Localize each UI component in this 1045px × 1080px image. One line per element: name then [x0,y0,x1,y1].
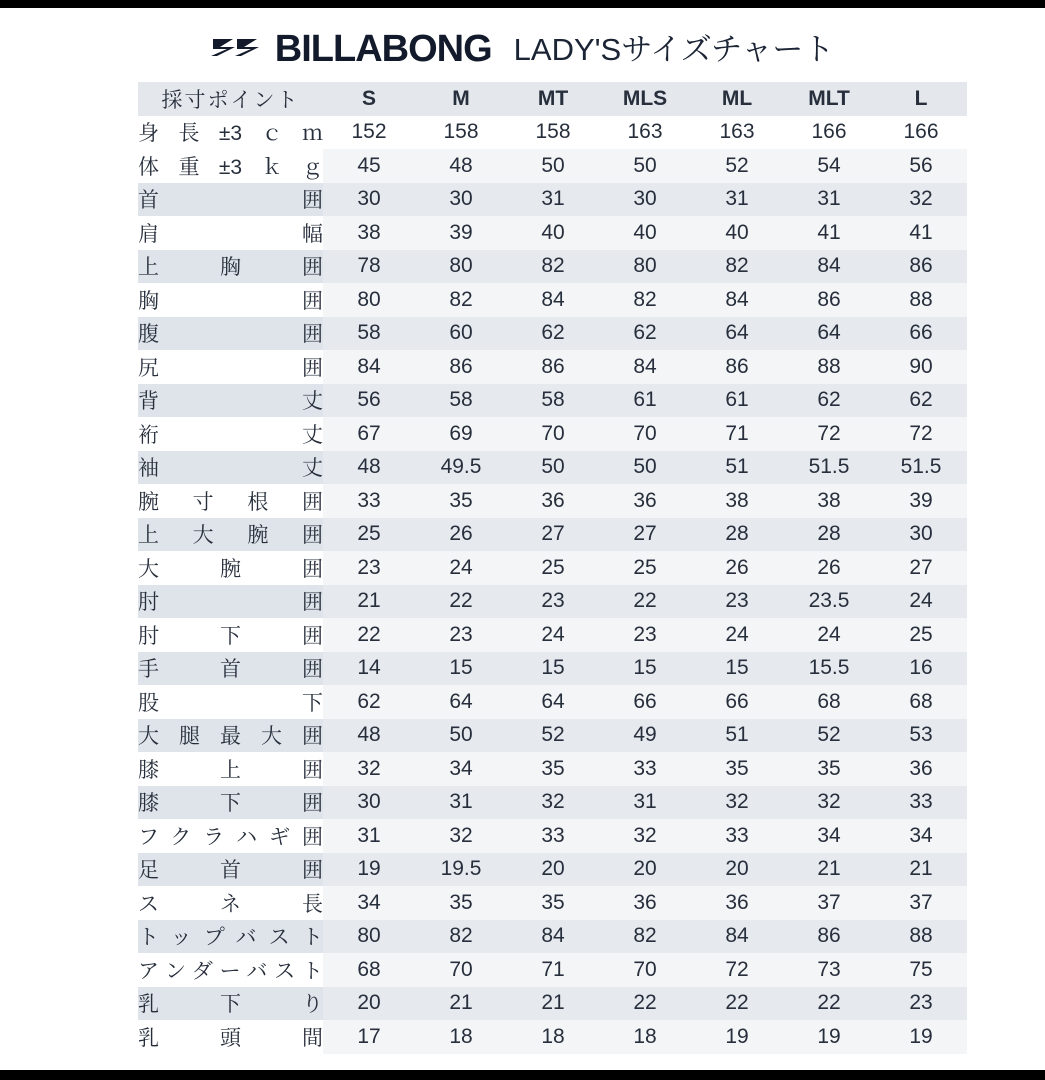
measurement-cell: 88 [875,920,967,954]
measurement-cell: 33 [691,819,783,853]
measurement-cell: 20 [691,853,783,887]
measurement-cell: 48 [323,451,415,485]
measurement-cell: 33 [599,752,691,786]
measurement-cell: 21 [875,853,967,887]
measurement-cell: 21 [415,987,507,1021]
measurement-cell: 68 [783,685,875,719]
measurement-cell: 61 [691,384,783,418]
measurement-cell: 33 [875,786,967,820]
column-header-size: ML [691,82,783,116]
measurement-cell: 62 [599,317,691,351]
row-label: 胸囲 [138,283,323,317]
measurement-cell: 18 [599,1020,691,1054]
size-chart-page [0,8,1045,1070]
measurement-cell: 166 [783,116,875,150]
column-header-size: MLS [599,82,691,116]
measurement-cell: 38 [783,484,875,518]
measurement-cell: 22 [599,585,691,619]
measurement-cell: 24 [507,618,599,652]
measurement-cell: 51.5 [783,451,875,485]
measurement-cell: 84 [783,250,875,284]
measurement-cell: 31 [507,183,599,217]
row-label: 大腕囲 [138,551,323,585]
table-row [138,652,967,686]
measurement-cell: 70 [415,953,507,987]
measurement-cell: 30 [415,183,507,217]
measurement-cell: 40 [599,216,691,250]
measurement-cell: 35 [783,752,875,786]
measurement-cell: 82 [415,283,507,317]
measurement-cell: 31 [691,183,783,217]
measurement-cell: 32 [691,786,783,820]
table-row [138,585,967,619]
row-label: 腕寸根囲 [138,484,323,518]
measurement-cell: 66 [875,317,967,351]
measurement-cell: 84 [507,283,599,317]
measurement-cell: 21 [323,585,415,619]
table-row [138,518,967,552]
measurement-cell: 23 [507,585,599,619]
measurement-cell: 86 [415,350,507,384]
measurement-cell: 19 [783,1020,875,1054]
row-label: 背丈 [138,384,323,418]
measurement-cell: 58 [507,384,599,418]
table-row [138,484,967,518]
measurement-cell: 34 [783,819,875,853]
measurement-cell: 20 [599,853,691,887]
measurement-cell: 64 [507,685,599,719]
table-row [138,417,967,451]
measurement-cell: 80 [323,283,415,317]
row-label: 上胸囲 [138,250,323,284]
measurement-cell: 39 [875,484,967,518]
measurement-cell: 51 [691,719,783,753]
measurement-cell: 31 [599,786,691,820]
measurement-cell: 50 [507,451,599,485]
measurement-cell: 31 [783,183,875,217]
table-row [138,216,967,250]
measurement-cell: 36 [599,886,691,920]
measurement-cell: 69 [415,417,507,451]
row-label: 手首囲 [138,652,323,686]
measurement-cell: 82 [691,250,783,284]
measurement-cell: 23 [323,551,415,585]
measurement-cell: 18 [415,1020,507,1054]
measurement-cell: 35 [415,886,507,920]
measurement-cell: 26 [783,551,875,585]
table-body [138,116,967,1054]
measurement-cell: 84 [323,350,415,384]
size-chart-table [138,82,967,1054]
measurement-cell: 15 [599,652,691,686]
measurement-cell: 62 [783,384,875,418]
billabong-wave-logo-icon [211,30,265,69]
measurement-cell: 70 [599,417,691,451]
measurement-cell: 58 [415,384,507,418]
measurement-cell: 53 [875,719,967,753]
measurement-cell: 15 [691,652,783,686]
measurement-cell: 20 [323,987,415,1021]
measurement-cell: 23 [875,987,967,1021]
row-label: アンダーバスト [138,953,323,987]
measurement-cell: 35 [691,752,783,786]
measurement-cell: 54 [783,149,875,183]
brand-name: BILLABONG [274,28,492,70]
table-row [138,853,967,887]
measurement-cell: 52 [783,719,875,753]
measurement-cell: 82 [507,250,599,284]
measurement-cell: 45 [323,149,415,183]
measurement-cell: 36 [875,752,967,786]
table-row [138,920,967,954]
row-label: 首囲 [138,183,323,217]
table-row [138,283,967,317]
row-label: 肩幅 [138,216,323,250]
table-row [138,886,967,920]
measurement-cell: 58 [323,317,415,351]
chart-header [0,8,1045,76]
row-label: 肘囲 [138,585,323,619]
measurement-cell: 23 [691,585,783,619]
measurement-cell: 40 [691,216,783,250]
measurement-cell: 39 [415,216,507,250]
measurement-cell: 21 [783,853,875,887]
row-label: 肘下囲 [138,618,323,652]
table-row [138,350,967,384]
table-row [138,250,967,284]
measurement-cell: 19 [691,1020,783,1054]
table-row [138,752,967,786]
measurement-cell: 37 [783,886,875,920]
table-head [138,82,967,116]
table-row [138,819,967,853]
measurement-cell: 70 [599,953,691,987]
measurement-cell: 64 [415,685,507,719]
measurement-cell: 30 [599,183,691,217]
row-label: 身長±3ｃｍ [138,116,323,150]
table-row [138,551,967,585]
measurement-cell: 70 [507,417,599,451]
measurement-cell: 25 [599,551,691,585]
measurement-cell: 22 [599,987,691,1021]
measurement-cell: 71 [507,953,599,987]
measurement-cell: 36 [691,886,783,920]
measurement-cell: 14 [323,652,415,686]
measurement-cell: 166 [875,116,967,150]
row-label: 袖丈 [138,451,323,485]
measurement-cell: 35 [415,484,507,518]
measurement-cell: 41 [783,216,875,250]
measurement-cell: 36 [507,484,599,518]
measurement-cell: 18 [507,1020,599,1054]
measurement-cell: 35 [507,886,599,920]
measurement-cell: 15.5 [783,652,875,686]
measurement-cell: 49.5 [415,451,507,485]
page-title: LADY'Sサイズチャート [513,31,835,67]
row-label: スネ長 [138,886,323,920]
table-row [138,719,967,753]
measurement-cell: 72 [691,953,783,987]
row-label: 裄丈 [138,417,323,451]
row-label: 股下 [138,685,323,719]
measurement-cell: 32 [415,819,507,853]
measurement-cell: 32 [875,183,967,217]
measurement-cell: 16 [875,652,967,686]
measurement-cell: 86 [875,250,967,284]
row-label: トップバスト [138,920,323,954]
measurement-cell: 17 [323,1020,415,1054]
measurement-cell: 56 [875,149,967,183]
column-header-size: MT [507,82,599,116]
table-row [138,384,967,418]
measurement-cell: 86 [691,350,783,384]
table-row [138,183,967,217]
measurement-cell: 32 [599,819,691,853]
row-label: 腹囲 [138,317,323,351]
measurement-cell: 50 [599,451,691,485]
measurement-cell: 31 [415,786,507,820]
measurement-cell: 80 [323,920,415,954]
column-header-size: L [875,82,967,116]
measurement-cell: 64 [783,317,875,351]
measurement-cell: 21 [507,987,599,1021]
size-table-container [0,76,1045,1054]
measurement-cell: 51.5 [875,451,967,485]
measurement-cell: 158 [507,116,599,150]
measurement-cell: 33 [507,819,599,853]
measurement-cell: 22 [783,987,875,1021]
measurement-cell: 30 [875,518,967,552]
measurement-cell: 50 [599,149,691,183]
measurement-cell: 56 [323,384,415,418]
measurement-cell: 31 [323,819,415,853]
table-row [138,149,967,183]
row-label: 尻囲 [138,350,323,384]
measurement-cell: 23.5 [783,585,875,619]
measurement-cell: 50 [415,719,507,753]
measurement-cell: 72 [783,417,875,451]
measurement-cell: 34 [875,819,967,853]
measurement-cell: 22 [323,618,415,652]
table-row [138,685,967,719]
row-label: 上大腕囲 [138,518,323,552]
measurement-cell: 48 [323,719,415,753]
measurement-cell: 66 [691,685,783,719]
row-label: 膝上囲 [138,752,323,786]
measurement-cell: 52 [691,149,783,183]
table-row [138,953,967,987]
row-label: 膝下囲 [138,786,323,820]
measurement-cell: 48 [415,149,507,183]
measurement-cell: 20 [507,853,599,887]
measurement-cell: 80 [599,250,691,284]
measurement-cell: 15 [415,652,507,686]
measurement-cell: 23 [599,618,691,652]
measurement-cell: 38 [323,216,415,250]
measurement-cell: 78 [323,250,415,284]
measurement-cell: 26 [415,518,507,552]
measurement-cell: 73 [783,953,875,987]
measurement-cell: 32 [323,752,415,786]
measurement-cell: 24 [875,585,967,619]
header-row [138,82,967,116]
measurement-cell: 62 [323,685,415,719]
measurement-cell: 15 [507,652,599,686]
measurement-cell: 30 [323,183,415,217]
measurement-cell: 72 [875,417,967,451]
measurement-cell: 61 [599,384,691,418]
column-header-measure-point: 採寸ポイント [138,82,323,116]
column-header-size: S [323,82,415,116]
measurement-cell: 86 [507,350,599,384]
measurement-cell: 35 [507,752,599,786]
column-header-size: M [415,82,507,116]
measurement-cell: 84 [507,920,599,954]
measurement-cell: 25 [507,551,599,585]
measurement-cell: 32 [507,786,599,820]
measurement-cell: 163 [691,116,783,150]
measurement-cell: 19 [875,1020,967,1054]
measurement-cell: 22 [691,987,783,1021]
measurement-cell: 84 [691,283,783,317]
measurement-cell: 25 [875,618,967,652]
row-label: 乳頭間 [138,1020,323,1054]
measurement-cell: 68 [323,953,415,987]
measurement-cell: 86 [783,283,875,317]
measurement-cell: 60 [415,317,507,351]
brand-lockup [211,30,492,69]
table-row [138,786,967,820]
measurement-cell: 27 [875,551,967,585]
measurement-cell: 28 [691,518,783,552]
table-row [138,1020,967,1054]
table-row [138,618,967,652]
measurement-cell: 68 [875,685,967,719]
measurement-cell: 90 [875,350,967,384]
measurement-cell: 23 [415,618,507,652]
measurement-cell: 88 [783,350,875,384]
measurement-cell: 62 [507,317,599,351]
measurement-cell: 84 [599,350,691,384]
measurement-cell: 26 [691,551,783,585]
row-label: 大腿最大囲 [138,719,323,753]
measurement-cell: 75 [875,953,967,987]
measurement-cell: 22 [415,585,507,619]
row-label: フクラハギ囲 [138,819,323,853]
measurement-cell: 64 [691,317,783,351]
table-row [138,116,967,150]
row-label: 足首囲 [138,853,323,887]
measurement-cell: 34 [323,886,415,920]
measurement-cell: 24 [783,618,875,652]
measurement-cell: 24 [691,618,783,652]
measurement-cell: 19.5 [415,853,507,887]
row-label: 乳下り [138,987,323,1021]
measurement-cell: 71 [691,417,783,451]
measurement-cell: 158 [415,116,507,150]
measurement-cell: 19 [323,853,415,887]
measurement-cell: 25 [323,518,415,552]
column-header-size: MLT [783,82,875,116]
measurement-cell: 28 [783,518,875,552]
measurement-cell: 41 [875,216,967,250]
measurement-cell: 88 [875,283,967,317]
measurement-cell: 33 [323,484,415,518]
measurement-cell: 36 [599,484,691,518]
measurement-cell: 40 [507,216,599,250]
measurement-cell: 62 [875,384,967,418]
measurement-cell: 66 [599,685,691,719]
table-row [138,317,967,351]
measurement-cell: 32 [783,786,875,820]
measurement-cell: 82 [599,920,691,954]
measurement-cell: 49 [599,719,691,753]
measurement-cell: 152 [323,116,415,150]
measurement-cell: 86 [783,920,875,954]
measurement-cell: 52 [507,719,599,753]
measurement-cell: 27 [507,518,599,552]
table-row [138,451,967,485]
measurement-cell: 30 [323,786,415,820]
measurement-cell: 24 [415,551,507,585]
measurement-cell: 84 [691,920,783,954]
measurement-cell: 34 [415,752,507,786]
row-label: 体重±3ｋｇ [138,149,323,183]
measurement-cell: 51 [691,451,783,485]
measurement-cell: 80 [415,250,507,284]
measurement-cell: 67 [323,417,415,451]
measurement-cell: 27 [599,518,691,552]
measurement-cell: 38 [691,484,783,518]
measurement-cell: 50 [507,149,599,183]
table-row [138,987,967,1021]
measurement-cell: 163 [599,116,691,150]
measurement-cell: 82 [599,283,691,317]
measurement-cell: 37 [875,886,967,920]
measurement-cell: 82 [415,920,507,954]
